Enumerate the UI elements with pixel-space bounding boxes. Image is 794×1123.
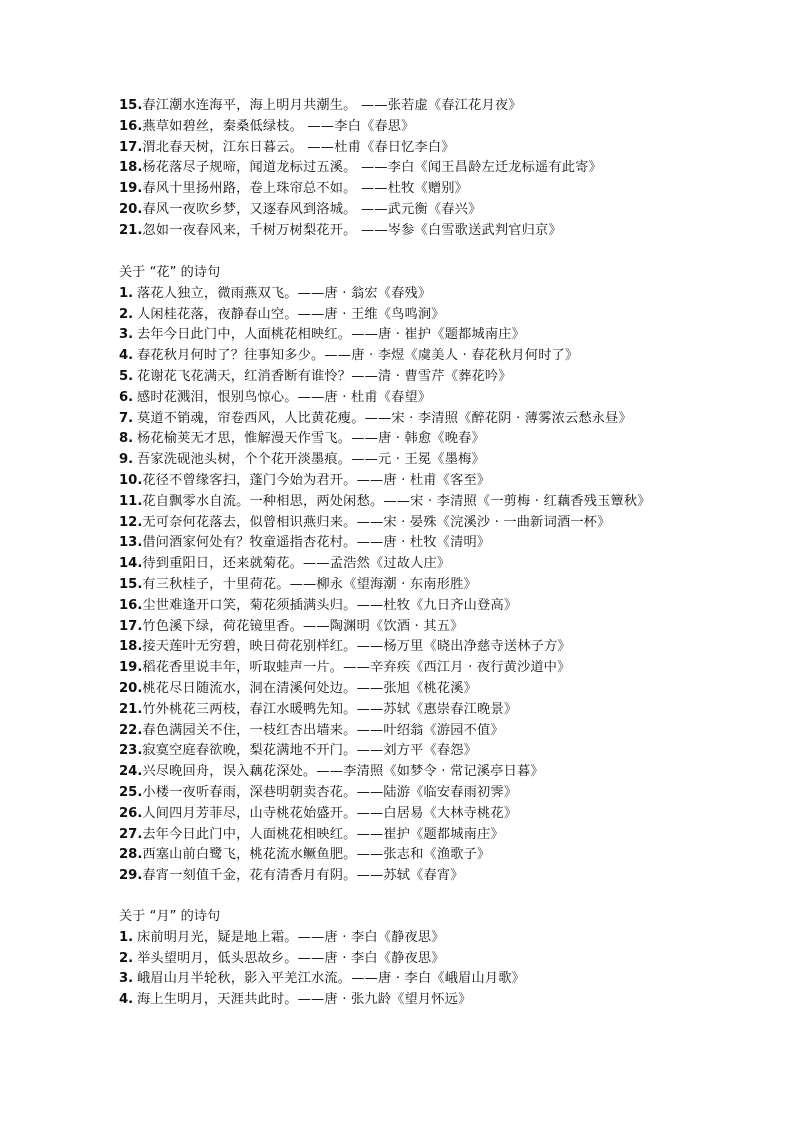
poem-line (119, 990, 759, 1011)
poem-text: 小楼一夜听春雨，深巷明朝卖杏花。——陆游《临安春雨初霁》 (142, 784, 518, 800)
line-number: 15. (119, 576, 143, 592)
line-number: 3. (119, 327, 134, 343)
line-number: 22. (119, 722, 143, 738)
poem-line (119, 200, 759, 221)
line-number: 5. (119, 368, 134, 384)
poem-line (119, 284, 759, 305)
poem-text: 无可奈何花落去，似曾相识燕归来。——宋 · 晏殊《浣溪沙 · 一曲新词酒一杯》 (142, 514, 611, 530)
line-number: 19. (119, 181, 143, 197)
poem-line (119, 617, 759, 638)
section-heading-moon: 关于 “月” 的诗句 (119, 909, 221, 924)
line-number: 8. (119, 431, 134, 447)
line-number: 24. (119, 764, 143, 780)
poem-text: 竹外桃花三两枝，春江水暖鸭先知。——苏轼《惠崇春江晚景》 (142, 701, 518, 717)
poem-line (119, 388, 759, 409)
poem-text: 兴尽晚回舟，误入藕花深处。——李清照《如梦令 · 常记溪亭日暮》 (142, 764, 544, 780)
poem-text: 燕草如碧丝，秦桑低绿枝。 ——李白《春思》 (142, 118, 415, 134)
poem-text: 花径不曾缘客扫，蓬门今始为君开。——唐 · 杜甫《客至》 (142, 472, 491, 488)
poem-text: 杨花榆荚无才思，惟解漫天作雪飞。——唐 · 韩愈《晚春》 (137, 431, 485, 447)
line-number: 12. (119, 514, 143, 530)
poem-line (119, 346, 759, 367)
line-number: 4. (119, 348, 134, 364)
poem-text: 春宵一刻值千金，花有清香月有阴。——苏轼《春宵》 (142, 868, 464, 884)
line-number: 18. (119, 639, 143, 655)
poem-text: 去年今日此门中，人面桃花相映红。——崔护《题都城南庄》 (142, 826, 504, 842)
line-number: 18. (119, 160, 143, 176)
line-number: 28. (119, 847, 143, 863)
poem-text: 尘世难逢开口笑，菊花须插满头归。——杜牧《九日齐山登高》 (142, 597, 518, 613)
poem-text: 春花秋月何时了？往事知多少。——唐 · 李煜《虞美人 · 春花秋月何时了》 (137, 348, 579, 364)
poem-line (119, 138, 759, 159)
poem-line (119, 96, 759, 117)
line-number: 27. (119, 826, 143, 842)
poem-line (119, 429, 759, 450)
line-number: 15. (119, 98, 143, 113)
poem-text: 海上生明月，天涯共此时。——唐 · 张九龄《望月怀远》 (137, 992, 472, 1008)
line-number: 4. (119, 992, 134, 1008)
poem-line (119, 492, 759, 513)
poem-text: 桃花尽日随流水，洞在清溪何处边。——张旭《桃花溪》 (142, 680, 478, 696)
poem-line (119, 305, 759, 326)
line-number: 3. (119, 971, 134, 987)
poem-line (119, 721, 759, 742)
line-number: 19. (119, 660, 143, 676)
poem-line (119, 969, 759, 990)
poem-text: 春江潮水连海平，海上明月共潮生。 ——张若虚《春江花月夜》 (142, 98, 522, 113)
poem-text: 床前明月光，疑是地上霜。——唐 · 李白《静夜思》 (137, 929, 445, 945)
flower-poems-section (119, 263, 759, 887)
line-number: 17. (119, 618, 143, 634)
line-number: 9. (119, 452, 134, 468)
poem-line (119, 367, 759, 388)
line-number: 10. (119, 472, 143, 488)
poem-text: 西塞山前白鹭飞，桃花流水鳜鱼肥。——张志和《渔歌子》 (142, 847, 491, 863)
poem-line (119, 845, 759, 866)
poem-text: 杨花落尽子规啼，闻道龙标过五溪。 ——李白《闻王昌龄左迁龙标遥有此寄》 (142, 160, 602, 176)
line-number: 21. (119, 701, 143, 717)
poem-line (119, 866, 759, 887)
poem-text: 渭北春天树，江东日暮云。 ——杜甫《春日忆李白》 (142, 139, 455, 155)
line-number: 25. (119, 784, 143, 800)
line-number: 17. (119, 139, 143, 155)
poem-text: 寂寞空庭春欲晚，梨花满地不开门。——刘方平《春怨》 (142, 743, 478, 759)
line-number: 16. (119, 118, 143, 134)
line-number: 2. (119, 950, 134, 966)
poem-line (119, 596, 759, 617)
poem-text: 春风一夜吹乡梦，又逐春风到洛城。 ——武元衡《春兴》 (142, 201, 482, 217)
poem-line (119, 471, 759, 492)
line-number: 1. (119, 285, 134, 301)
poem-line (119, 658, 759, 679)
poem-text: 举头望明月，低头思故乡。——唐 · 李白《静夜思》 (137, 950, 445, 966)
poem-line (119, 221, 759, 242)
poem-line (119, 450, 759, 471)
line-number: 7. (119, 410, 134, 426)
poem-line (119, 679, 759, 700)
moon-poems-section (119, 907, 759, 1011)
poem-text: 接天莲叶无穷碧，映日荷花别样红。——杨万里《晓出净慈寺送林子方》 (142, 639, 571, 655)
line-number: 21. (119, 222, 143, 238)
poem-text: 去年今日此门中，人面桃花相映红。——唐 · 崔护《题都城南庄》 (137, 327, 526, 343)
poem-text: 忽如一夜春风来，千树万树梨花开。 ——岑参《白雪歌送武判官归京》 (142, 222, 562, 238)
line-number: 26. (119, 805, 143, 821)
poem-line (119, 158, 759, 179)
spring-poems-continued (119, 96, 759, 242)
line-number: 20. (119, 680, 143, 696)
poem-text: 花谢花飞花满天，红消香断有谁怜？——清 · 曹雪芹《葬花吟》 (137, 368, 512, 384)
poem-text: 落花人独立，微雨燕双飞。——唐 · 翁宏《春残》 (137, 285, 432, 301)
poem-line (119, 949, 759, 970)
poem-line (119, 513, 759, 534)
poem-text: 春色满园关不住，一枝红杏出墙来。——叶绍翁《游园不值》 (142, 722, 504, 738)
poem-list (119, 284, 759, 887)
poem-list (119, 96, 759, 242)
poem-line (119, 700, 759, 721)
poem-line (119, 117, 759, 138)
poem-line (119, 637, 759, 658)
line-number: 13. (119, 535, 143, 551)
poem-line (119, 762, 759, 783)
poem-line (119, 325, 759, 346)
poem-text: 春风十里扬州路，卷上珠帘总不如。 ——杜牧《赠别》 (142, 181, 469, 197)
poem-text: 有三秋桂子，十里荷花。——柳永《望海潮 · 东南形胜》 (142, 576, 477, 592)
poem-line (119, 825, 759, 846)
poem-text: 稻花香里说丰年，听取蛙声一片。——辛弃疾《西江月 · 夜行黄沙道中》 (142, 660, 571, 676)
line-number: 11. (119, 493, 143, 509)
poem-line (119, 928, 759, 949)
poem-line (119, 783, 759, 804)
poem-line (119, 804, 759, 825)
poem-text: 峨眉山月半轮秋，影入平羌江水流。——唐 · 李白《峨眉山月歌》 (137, 971, 526, 987)
poem-line (119, 179, 759, 200)
poem-text: 吾家洗砚池头树，个个花开淡墨痕。——元 · 王冕《墨梅》 (137, 452, 485, 468)
line-number: 1. (119, 929, 134, 945)
poem-line (119, 533, 759, 554)
line-number: 2. (119, 306, 134, 322)
poem-text: 人间四月芳菲尽，山寺桃花始盛开。——白居易《大林寺桃花》 (142, 805, 518, 821)
poem-line (119, 575, 759, 596)
line-number: 20. (119, 201, 143, 217)
poem-list (119, 928, 759, 1011)
line-number: 14. (119, 556, 143, 572)
poem-line (119, 741, 759, 762)
poem-text: 人闲桂花落，夜静春山空。——唐 · 王维《鸟鸣涧》 (137, 306, 445, 322)
poem-text: 竹色溪下绿，荷花镜里香。——陶渊明《饮酒 · 其五》 (142, 618, 464, 634)
line-number: 16. (119, 597, 143, 613)
poem-line (119, 554, 759, 575)
line-number: 23. (119, 743, 143, 759)
poem-text: 借问酒家何处有？牧童遥指杏花村。——唐 · 杜牧《清明》 (142, 535, 491, 551)
poem-text: 感时花溅泪，恨别鸟惊心。——唐 · 杜甫《春望》 (137, 389, 432, 405)
section-heading-flower: 关于 “花” 的诗句 (119, 265, 221, 280)
poem-text: 莫道不销魂，帘卷西风，人比黄花瘦。——宋 · 李清照《醉花阴 · 薄雾浓云愁永昼》 (137, 410, 632, 426)
line-number: 6. (119, 389, 134, 405)
poem-line (119, 409, 759, 430)
line-number: 29. (119, 868, 143, 884)
poem-text: 待到重阳日，还来就菊花。——孟浩然《过故人庄》 (142, 556, 451, 572)
poem-text: 花自飘零水自流。一种相思，两处闲愁。——宋 · 李清照《一剪梅 · 红藕香残玉簟秋》 (142, 493, 651, 509)
